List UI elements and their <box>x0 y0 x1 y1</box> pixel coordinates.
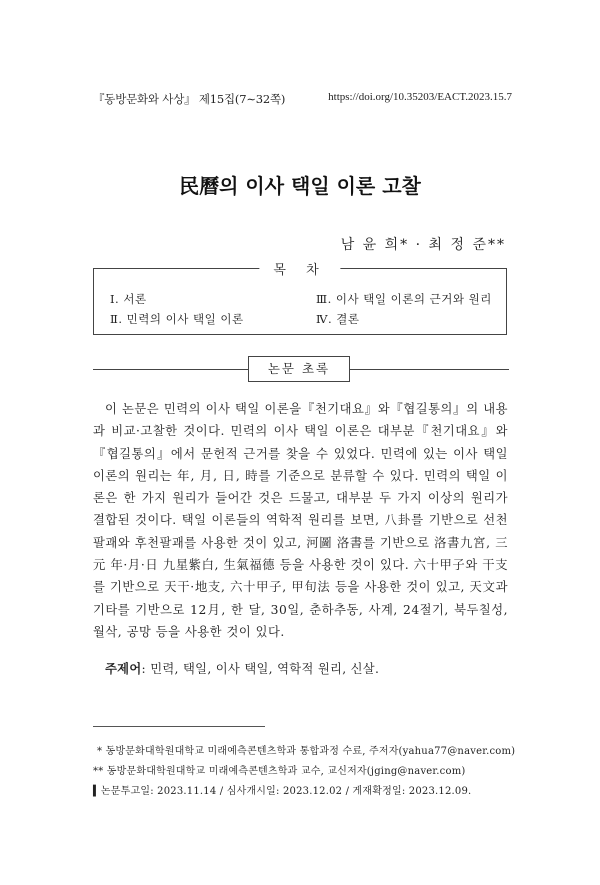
abstract-heading: 논문 초록 <box>248 356 350 382</box>
table-of-contents <box>93 263 507 335</box>
abstract-text: 이 논문은 민력의 이사 택일 이론을『천기대요』와『협길통의』의 내용과 비교·고찰한 것이다. 민력의 이사 택일 이론은 대부분『천기대요』와『협길통의』에서 문헌적 근거를 찾을 수 있었다. 민력에 있는 이사 택일 이론의 원리는 年, 月, 日, 時를 기준으로 분류할 수 있다. 민력의 택일 이론은 한 가지 원리가 들어간 것은 드물고, 대부분 두 가지 이상의 원리가 결합된 것이다. 택일 이론들의 역학적 원리를 보면, 八卦를 기반으로 선천팔괘와 후천팔괘를 사용한 것이 있고, 河圖 洛書를 기반으로 洛書九宮, 三元 年·月·日 九星紫白, 生氣福德 등을 사용한 것이 있다. 六十甲子와 干支를 기반으로 天干·地支, 六十甲子, 甲旬法 등을 사용한 것이 있고, 天文과 기타를 기반으로 12月, 한 달, 30일, 춘하추동, 사계, 24절기, 북두칠성, 월삭, 공망 등을 사용한 것이 있다. <box>93 402 508 639</box>
divider <box>93 369 248 370</box>
abstract-body <box>93 398 508 643</box>
author-list: 남 윤 희* · 최 정 준** <box>340 237 506 253</box>
footnote-dates: ▍논문투고일: 2023.11.14 / 심사개시일: 2023.12.02 / 게재확정일: 2023.12.09. <box>93 786 472 797</box>
toc-item[interactable]: Ⅲ. 이사 택일 이론의 근거와 원리 <box>316 292 492 306</box>
keywords-text: : 민력, 택일, 이사 택일, 역학적 원리, 신살. <box>141 662 380 676</box>
toc-item[interactable]: Ⅰ. 서론 <box>110 292 147 306</box>
footnote-corresponding-author: ** 동방문화대학원대학교 미래예측콘텐츠학과 교수, 교신저자(jging@naver.com) <box>93 766 466 777</box>
paper-title: 民曆의 이사 택일 이론 고찰 <box>179 174 421 198</box>
footnote-rule <box>93 726 265 727</box>
toc-item[interactable]: Ⅳ. 결론 <box>316 312 360 326</box>
divider <box>349 369 509 370</box>
footnote-first-author: * 동방문화대학원대학교 미래예측콘텐츠학과 통합과정 수료, 주저자(yahua77@naver.com) <box>97 746 516 757</box>
toc-item[interactable]: Ⅱ. 민력의 이사 택일 이론 <box>110 312 244 326</box>
doi-link[interactable]: https://doi.org/10.35203/EACT.2023.15.7 <box>328 91 512 103</box>
journal-citation: 『동방문화와 사상』 제15집(7∼32쪽) <box>93 92 286 106</box>
keywords <box>105 659 379 677</box>
keywords-label: 주제어 <box>105 662 142 676</box>
toc-heading: 목 차 <box>259 259 340 278</box>
